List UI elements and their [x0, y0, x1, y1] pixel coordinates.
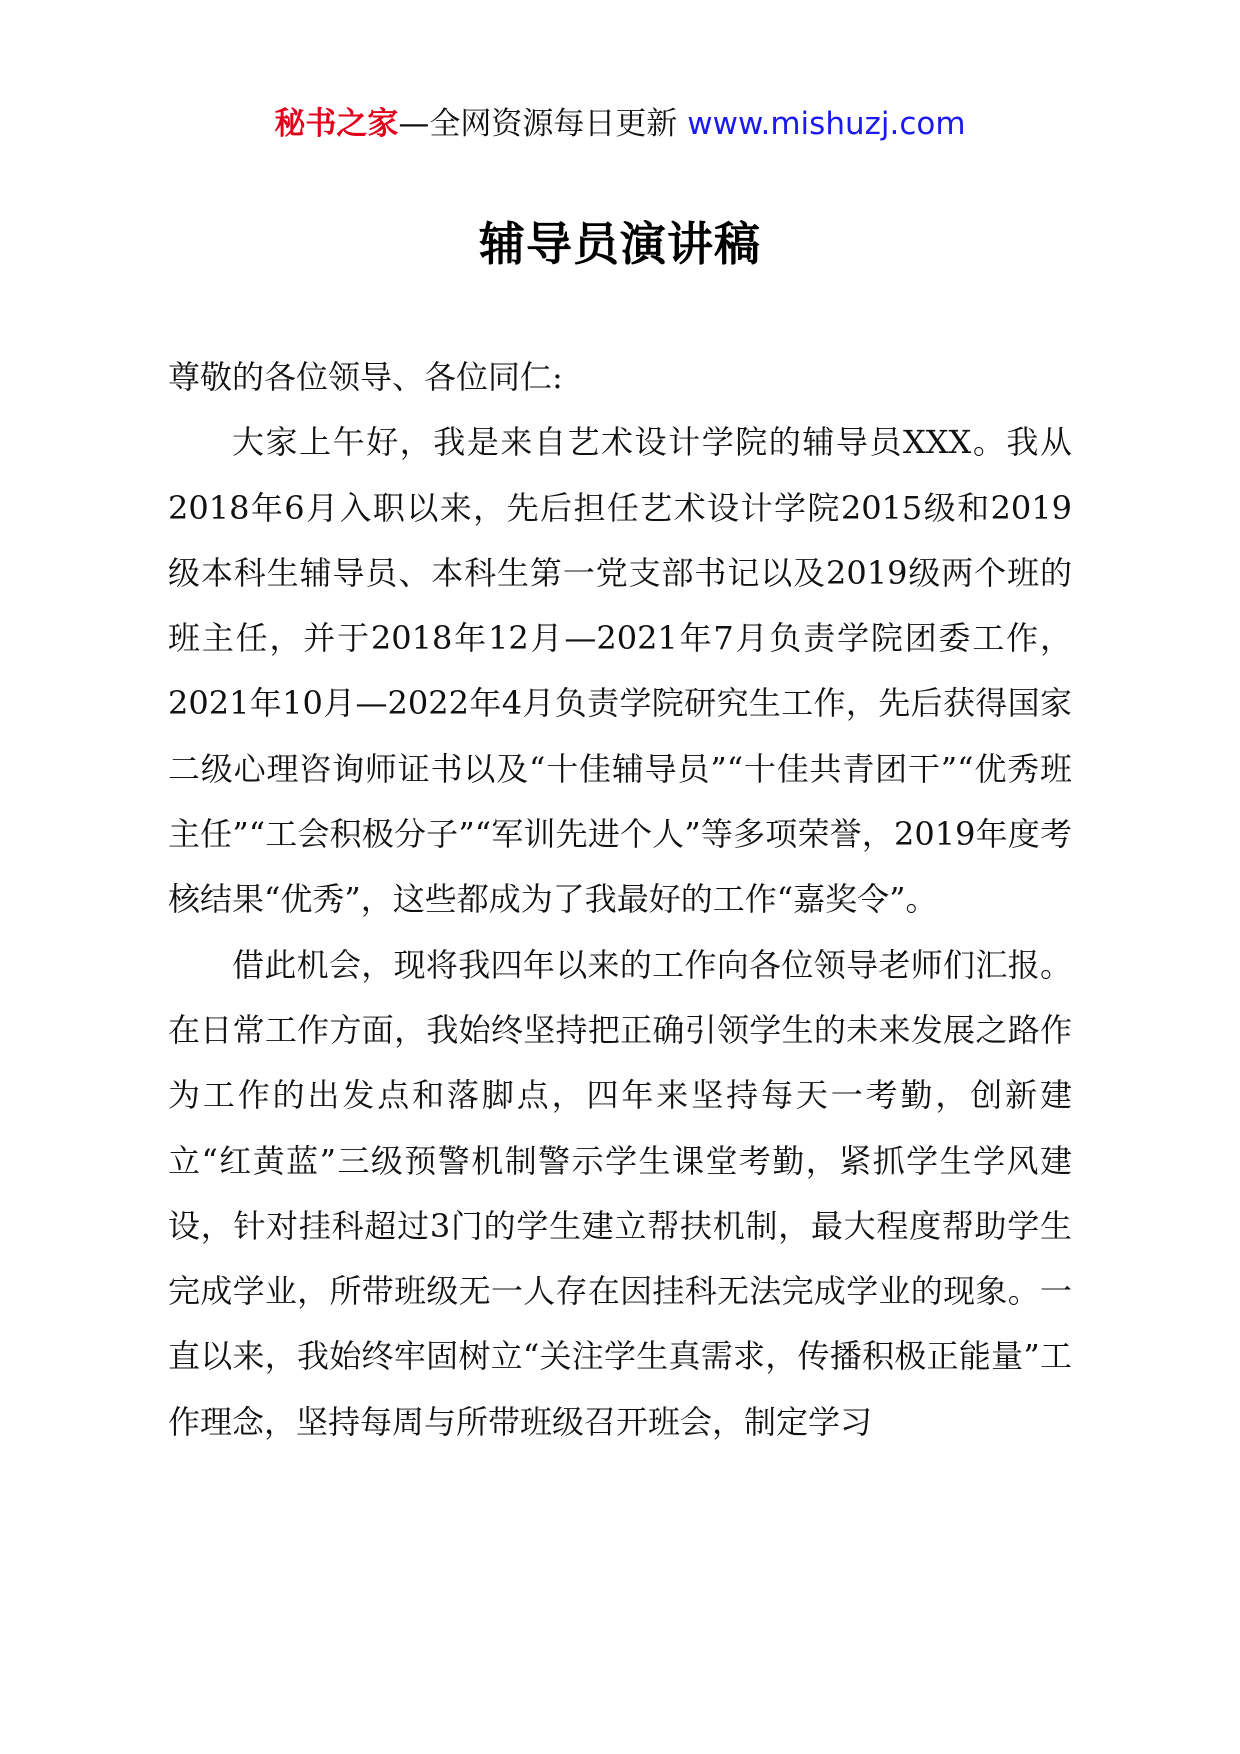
site-header [0, 102, 1240, 146]
paragraph-introduction: 大家上午好，我是来自艺术设计学院的辅导员XXX。我从2018年6月入职以来，先后担任艺术设计学院2015级和2019级本科生辅导员、本科生第一党支部书记以及2019级两个班的班主任，并于2018年12月—2021年7月负责学院团委工作，2021年10月—2022年4月负责学院研究生工作，先后获得国家二级心理咨询师证书以及“十佳辅导员”“十佳共青团干”“优秀班主任”“工会积极分子”“军训先进个人”等多项荣誉，2019年度考核结果“优秀”，这些都成为了我最好的工作“嘉奖令”。 [168, 423, 1072, 919]
site-url-link[interactable]: www.mishuzj.com [687, 106, 966, 142]
document-body [168, 345, 1072, 1455]
paragraph-work-report: 借此机会，现将我四年以来的工作向各位领导老师们汇报。在日常工作方面，我始终坚持把正确引领学生的未来发展之路作为工作的出发点和落脚点，四年来坚持每天一考勤，创新建立“红黄蓝”三级预警机制警示学生课堂考勤，紧抓学生学风建设，针对挂科超过3门的学生建立帮扶机制，最大程度帮助学生完成学业，所带班级无一人存在因挂科无法完成学业的现象。一直以来，我始终牢固树立“关注学生真需求，传播积极正能量”工作理念，坚持每周与所带班级召开班会，制定学习 [168, 945, 1072, 1441]
salutation: 尊敬的各位领导、各位同仁: [168, 358, 563, 396]
site-brand: 秘书之家 [274, 106, 399, 142]
document-title: 辅导员演讲稿 [479, 217, 761, 271]
site-tagline: —全网资源每日更新 [398, 106, 678, 142]
